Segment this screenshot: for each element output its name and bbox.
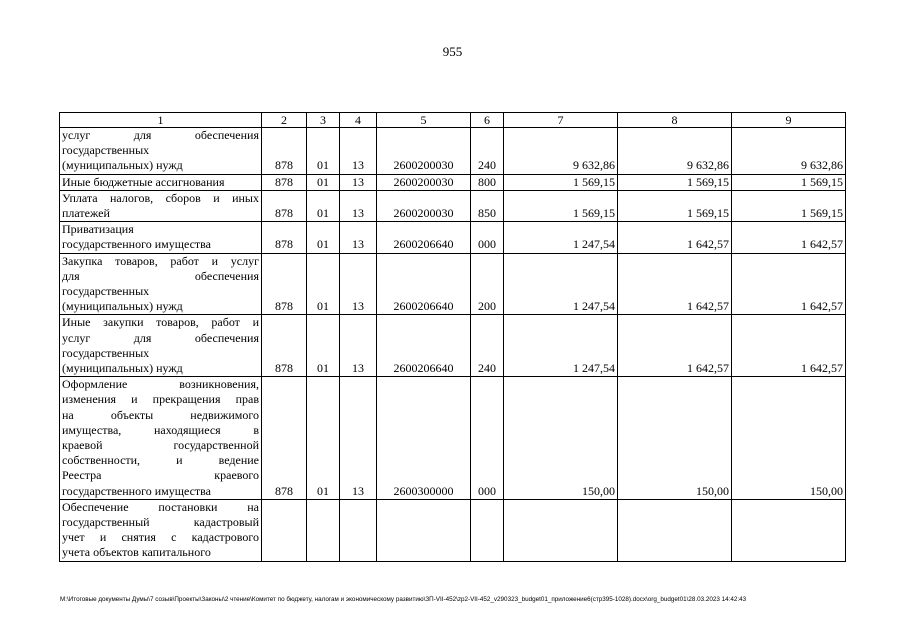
row-name-line: государственных bbox=[62, 143, 150, 158]
section-cell: 01 bbox=[307, 253, 340, 315]
expense-type-cell bbox=[471, 499, 504, 561]
amount-col8-cell: 150,00 bbox=[618, 377, 732, 500]
row-name-line: Оформление возникновения, bbox=[62, 377, 259, 392]
column-header: 2 bbox=[262, 113, 307, 128]
table-row bbox=[60, 253, 846, 315]
subsection-cell: 13 bbox=[340, 315, 377, 377]
row-name-line: учет и снятия с кадастрового bbox=[62, 530, 259, 545]
budget-table bbox=[59, 112, 846, 562]
row-name-line: государственного имущества bbox=[62, 237, 212, 252]
amount-col9-cell: 1 569,15 bbox=[732, 174, 846, 190]
row-name-line: государственного имущества bbox=[62, 483, 212, 498]
subsection-cell: 13 bbox=[340, 253, 377, 315]
amount-col8-cell: 1 642,57 bbox=[618, 222, 732, 253]
row-name-line: государственных bbox=[62, 345, 150, 360]
target-article-cell: 2600200030 bbox=[377, 174, 471, 190]
row-name-line: для обеспечения bbox=[62, 268, 259, 283]
amount-col8-cell: 1 642,57 bbox=[618, 315, 732, 377]
row-name-line: Уплата налогов, сборов и иных bbox=[62, 190, 259, 205]
row-name-line: государственных bbox=[62, 284, 150, 299]
row-name-cell bbox=[60, 174, 262, 190]
row-name-line: собственности, и ведение bbox=[62, 453, 259, 468]
gov-code-cell: 878 bbox=[262, 253, 307, 315]
amount-col8-cell: 1 569,15 bbox=[618, 174, 732, 190]
column-header: 6 bbox=[471, 113, 504, 128]
table-row bbox=[60, 315, 846, 377]
subsection-cell: 13 bbox=[340, 222, 377, 253]
amount-col7-cell bbox=[504, 499, 618, 561]
amount-col9-cell bbox=[732, 499, 846, 561]
row-name-cell bbox=[60, 190, 262, 221]
column-header: 1 bbox=[60, 113, 262, 128]
row-name-line: государственный кадастровый bbox=[62, 515, 259, 530]
row-name-line: (муниципальных) нужд bbox=[62, 361, 183, 376]
expense-type-cell: 800 bbox=[471, 174, 504, 190]
section-cell bbox=[307, 499, 340, 561]
amount-col9-cell: 150,00 bbox=[732, 377, 846, 500]
section-cell: 01 bbox=[307, 174, 340, 190]
row-name-cell bbox=[60, 128, 262, 175]
target-article-cell: 2600206640 bbox=[377, 253, 471, 315]
table-row bbox=[60, 377, 846, 500]
row-name-line: на объекты недвижимого bbox=[62, 407, 259, 422]
amount-col9-cell: 1 642,57 bbox=[732, 222, 846, 253]
amount-col7-cell: 9 632,86 bbox=[504, 128, 618, 175]
row-name-line: краевой государственной bbox=[62, 438, 259, 453]
section-cell: 01 bbox=[307, 377, 340, 500]
row-name-line: (муниципальных) нужд bbox=[62, 158, 183, 173]
row-name-cell bbox=[60, 377, 262, 500]
target-article-cell: 2600206640 bbox=[377, 315, 471, 377]
table-body bbox=[60, 128, 846, 562]
column-header: 4 bbox=[340, 113, 377, 128]
file-path-footer: M:\Итоговые документы Думы\7 созыв\Проекты\Законы\2 чтение\Комитет по бюджету, налогам и экономическому развитию\ЗП-VII-452\zp2-VII-452_v290323_budget01_приложение6(стр395-1028).docx\org_budget01\28.03.2023 14:42:43 bbox=[60, 596, 747, 603]
row-name-line: Реестра краевого bbox=[62, 468, 259, 483]
amount-col9-cell: 1 642,57 bbox=[732, 253, 846, 315]
amount-col9-cell: 1 642,57 bbox=[732, 315, 846, 377]
row-name-cell bbox=[60, 222, 262, 253]
row-name-cell bbox=[60, 253, 262, 315]
column-header: 9 bbox=[732, 113, 846, 128]
table-row bbox=[60, 190, 846, 221]
table-row bbox=[60, 222, 846, 253]
column-header: 5 bbox=[377, 113, 471, 128]
target-article-cell: 2600300000 bbox=[377, 377, 471, 500]
gov-code-cell: 878 bbox=[262, 377, 307, 500]
expense-type-cell: 240 bbox=[471, 128, 504, 175]
expense-type-cell: 200 bbox=[471, 253, 504, 315]
row-name-line: Обеспечение постановки на bbox=[62, 499, 259, 514]
amount-col8-cell: 1 569,15 bbox=[618, 190, 732, 221]
column-header: 8 bbox=[618, 113, 732, 128]
gov-code-cell: 878 bbox=[262, 315, 307, 377]
section-cell: 01 bbox=[307, 190, 340, 221]
gov-code-cell bbox=[262, 499, 307, 561]
section-cell: 01 bbox=[307, 128, 340, 175]
subsection-cell: 13 bbox=[340, 190, 377, 221]
amount-col8-cell: 9 632,86 bbox=[618, 128, 732, 175]
column-header: 3 bbox=[307, 113, 340, 128]
gov-code-cell: 878 bbox=[262, 128, 307, 175]
table-header-row bbox=[60, 113, 846, 128]
amount-col8-cell: 1 642,57 bbox=[618, 253, 732, 315]
row-name-line: Закупка товаров, работ и услуг bbox=[62, 253, 259, 268]
row-name-line: учета объектов капитального bbox=[62, 545, 211, 560]
row-name-cell bbox=[60, 499, 262, 561]
row-name-line: услуг для обеспечения bbox=[62, 330, 259, 345]
subsection-cell bbox=[340, 499, 377, 561]
target-article-cell: 2600200030 bbox=[377, 128, 471, 175]
column-header: 7 bbox=[504, 113, 618, 128]
row-name-line: Иные закупки товаров, работ и bbox=[62, 315, 259, 330]
subsection-cell: 13 bbox=[340, 128, 377, 175]
gov-code-cell: 878 bbox=[262, 222, 307, 253]
target-article-cell: 2600200030 bbox=[377, 190, 471, 221]
amount-col7-cell: 1 569,15 bbox=[504, 174, 618, 190]
row-name-line: платежей bbox=[62, 206, 110, 221]
section-cell: 01 bbox=[307, 222, 340, 253]
row-name-cell bbox=[60, 315, 262, 377]
subsection-cell: 13 bbox=[340, 174, 377, 190]
gov-code-cell: 878 bbox=[262, 174, 307, 190]
expense-type-cell: 000 bbox=[471, 377, 504, 500]
row-name-line: изменения и прекращения прав bbox=[62, 392, 259, 407]
amount-col8-cell bbox=[618, 499, 732, 561]
row-name-line: имущества, находящиеся в bbox=[62, 422, 259, 437]
subsection-cell: 13 bbox=[340, 377, 377, 500]
gov-code-cell: 878 bbox=[262, 190, 307, 221]
expense-type-cell: 850 bbox=[471, 190, 504, 221]
row-name-line: Иные бюджетные ассигнования bbox=[62, 174, 225, 189]
row-name-line: Приватизация bbox=[62, 222, 134, 237]
amount-col7-cell: 1 569,15 bbox=[504, 190, 618, 221]
target-article-cell: 2600206640 bbox=[377, 222, 471, 253]
expense-type-cell: 240 bbox=[471, 315, 504, 377]
amount-col7-cell: 150,00 bbox=[504, 377, 618, 500]
amount-col7-cell: 1 247,54 bbox=[504, 315, 618, 377]
table-row bbox=[60, 499, 846, 561]
table-row bbox=[60, 128, 846, 175]
amount-col7-cell: 1 247,54 bbox=[504, 253, 618, 315]
target-article-cell bbox=[377, 499, 471, 561]
row-name-line: (муниципальных) нужд bbox=[62, 299, 183, 314]
section-cell: 01 bbox=[307, 315, 340, 377]
page-number: 955 bbox=[442, 44, 463, 59]
amount-col9-cell: 9 632,86 bbox=[732, 128, 846, 175]
expense-type-cell: 000 bbox=[471, 222, 504, 253]
amount-col7-cell: 1 247,54 bbox=[504, 222, 618, 253]
amount-col9-cell: 1 569,15 bbox=[732, 190, 846, 221]
row-name-line: услуг для обеспечения bbox=[62, 128, 259, 142]
table-row bbox=[60, 174, 846, 190]
